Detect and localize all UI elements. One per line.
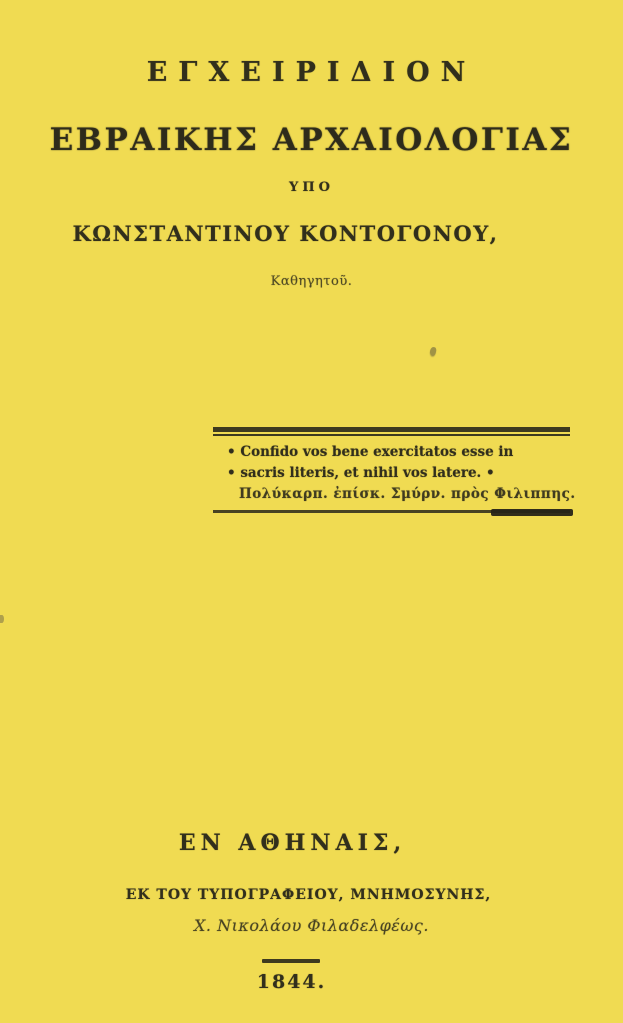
epigraph-box — [213, 427, 576, 517]
epigraph-top-rule-thick — [213, 427, 570, 432]
byline-preposition: ΥΠΟ — [289, 180, 334, 195]
imprint-printer: Χ. Νικολάου Φιλαδελφέως. — [194, 916, 429, 935]
publication-year: 1844. — [256, 971, 327, 993]
epigraph-line-2: • sacris literis, et nihil vos latere. • — [227, 465, 495, 481]
book-title: ΕΓΧΕΙΡΙΔΙΟΝ — [146, 57, 477, 88]
book-subtitle: ΕΒΡΑΙΚΗΣ ΑΡΧΑΙΟΛΟΓΙΑΣ — [49, 122, 574, 158]
imprint-city: ΕΝ ΑΘΗΝΑΙΣ, — [178, 830, 407, 856]
author-name: ΚΩΝΣΤΑΝΤΙΝΟΥ ΚΟΝΤΟΓΟΝΟΥ, — [72, 221, 499, 246]
edge-speck — [0, 615, 4, 623]
author-role: Καθηγητοῦ. — [270, 274, 353, 289]
epigraph-bottom-rule — [213, 509, 570, 517]
epigraph-attribution: Πολύκαρπ. ἐπίσκ. Σμύρν. πρὸς Φιλιππης. — [239, 486, 576, 502]
ink-smudge — [429, 346, 437, 356]
imprint-press: ΕΚ ΤΟΥ ΤΥΠΟΓΡΑΦΕΙΟΥ, ΜΝΗΜΟΣΥΝΗΣ, — [125, 887, 492, 903]
year-divider-rule — [262, 959, 320, 963]
epigraph-line-1: • Confido vos bene exercitatos esse in — [227, 444, 514, 460]
